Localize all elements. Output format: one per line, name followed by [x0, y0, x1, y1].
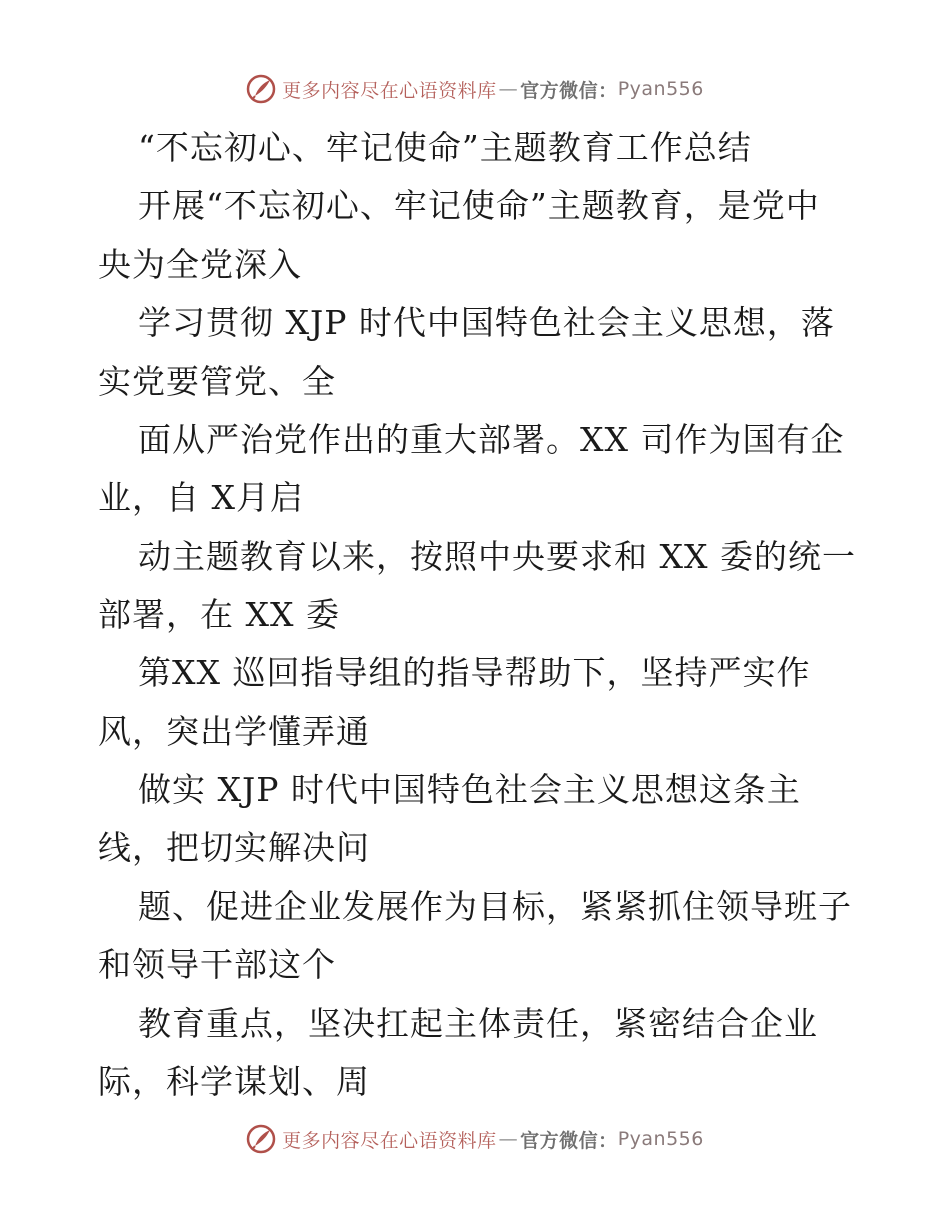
text-line: 和领导干部这个	[98, 945, 336, 984]
text-line: 实党要管党、全	[98, 362, 336, 401]
document-title: “不忘初心、牢记使命”主题教育工作总结	[138, 128, 752, 167]
text-line: 部署，在 XX 委	[98, 595, 340, 634]
text-line: 第XX 巡回指导组的指导帮助下，坚持严实作	[138, 653, 811, 692]
text-line: 开展“不忘初心、牢记使命”主题教育，是党中	[138, 186, 820, 225]
text-line: 际，科学谋划、周	[98, 1062, 370, 1101]
footer-watermark	[0, 1124, 950, 1154]
feather-logo-icon	[246, 1124, 276, 1154]
watermark-official: 官方微信：	[520, 79, 618, 102]
watermark-official: 官方微信：	[520, 1129, 618, 1152]
text-line: 教育重点，坚决扛起主体责任，紧密结合企业	[138, 1004, 818, 1043]
text-line: 央为全党深入	[98, 245, 302, 284]
watermark-text: 更多内容尽在心语资料库	[282, 79, 497, 102]
text-line: 学习贯彻 XJP 时代中国特色社会主义思想，落	[138, 303, 835, 342]
watermark-id: Pyan556	[617, 1128, 704, 1150]
text-line: 面从严治党作出的重大部署。XX 司作为国有企	[138, 420, 845, 459]
text-line: 做实 XJP 时代中国特色社会主义思想这条主	[138, 770, 801, 809]
watermark-dash: —	[498, 1128, 519, 1150]
watermark-dash: —	[498, 78, 519, 100]
text-line: 风，突出学懂弄通	[98, 712, 370, 751]
text-line: 业，自 X月启	[98, 478, 304, 517]
text-line: 线，把切实解决问	[98, 828, 370, 867]
text-line: 动主题教育以来，按照中央要求和 XX 委的统一	[138, 537, 856, 576]
feather-logo-icon	[246, 74, 276, 104]
watermark-text: 更多内容尽在心语资料库	[282, 1129, 497, 1152]
header-watermark	[0, 74, 950, 104]
text-line: 题、促进企业发展作为目标，紧紧抓住领导班子	[138, 887, 852, 926]
watermark-id: Pyan556	[617, 78, 704, 100]
